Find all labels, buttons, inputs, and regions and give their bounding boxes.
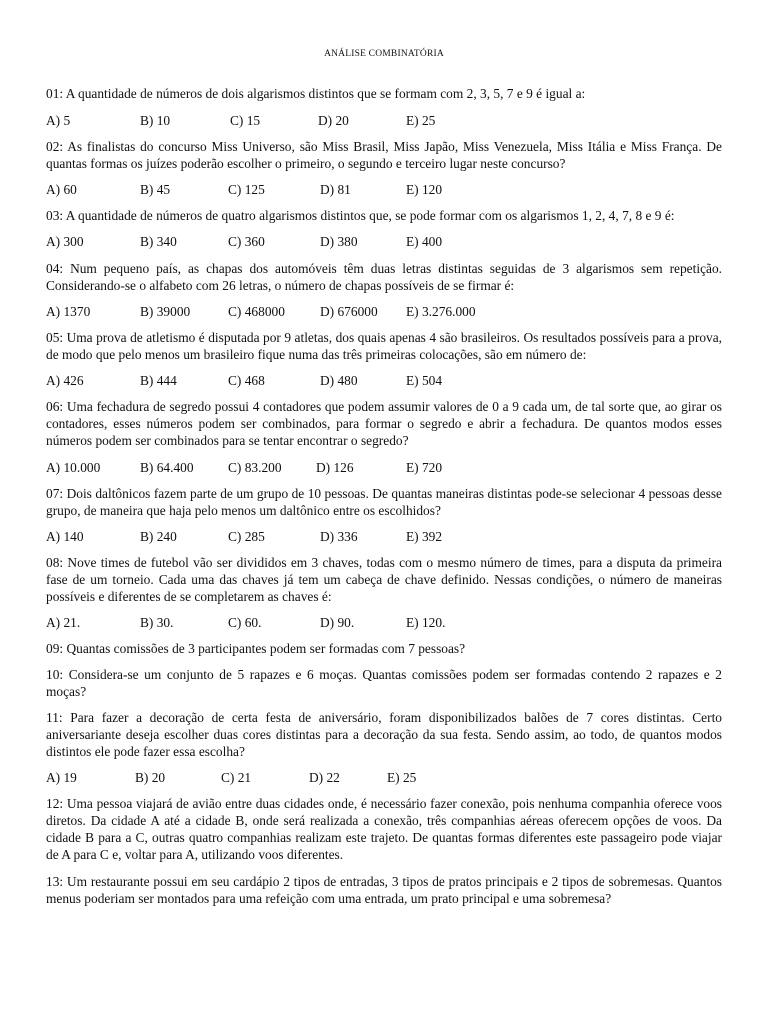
option-b: B) 340 xyxy=(140,234,177,249)
question-text: 11: Para fazer a decoração de certa festa de aniversário, foram disponibilizados balões de 7 cores distintas. Certo aniversariante deseja escolher duas cores distintas para a decoração da sua festa. Sendo assim, ao todo, de quantos modos distintos ele pode fazer essa escolha? xyxy=(46,710,722,759)
option-a: A) 300 xyxy=(46,234,84,249)
question-text: 06: Uma fechadura de segredo possui 4 contadores que podem assumir valores de 0 a 9 cada um, de tal sorte que, ao girar os contadores, esses números podem ser combinados, para formar o segredo e abrir a fechadura. De quantos modos esses números podem ser combinados para se tentar encontrar o segredo? xyxy=(46,399,722,448)
question-text: 03: A quantidade de números de quatro algarismos distintos que, se pode formar com os algarismos 1, 2, 4, 7, 8 e 9 é: xyxy=(46,208,675,223)
option-e: E) 720 xyxy=(406,460,443,475)
option-c: C) 21 xyxy=(221,770,252,785)
option-d: D) 336 xyxy=(320,529,358,544)
option-e: E) 400 xyxy=(406,234,443,249)
option-b: B) 30. xyxy=(140,615,174,630)
question-text: 02: As finalistas do concurso Miss Universo, são Miss Brasil, Miss Japão, Miss Venezuela, Miss Itália e Miss França. De quantas formas os juízes poderão escolher o primeiro, o segundo e terceiro lugar neste concurso? xyxy=(46,139,722,171)
option-b: B) 10 xyxy=(140,113,171,128)
question-text: 09: Quantas comissões de 3 participantes podem ser formadas com 7 pessoas? xyxy=(46,641,466,656)
option-a: A) 60 xyxy=(46,182,77,197)
question-text: 07: Dois daltônicos fazem parte de um grupo de 10 pessoas. De quantas maneiras distintas pode-se selecionar 4 pessoas desse grupo, de maneira que haja pelo menos um daltônico entre os escolhidos? xyxy=(46,486,722,518)
answer-options xyxy=(46,181,722,198)
option-a: A) 1370 xyxy=(46,304,91,319)
question-text: 12: Uma pessoa viajará de avião entre duas cidades onde, é necessário fazer conexão, pois nenhuma companhia oferece voos diretos. Da cidade A até a cidade B, onde será realizada a conexão, três companhias aéreas oferecem opções de voos. Da cidade B para a C, outras quatro companhias realizam este trajeto. De quantas formas diferentes este passageiro pode viajar de A para C e, voltar para A, utilizando voos diferentes. xyxy=(46,796,722,862)
question-04 xyxy=(46,260,722,294)
question-09 xyxy=(46,640,722,657)
answer-options xyxy=(46,769,722,786)
option-b: B) 20 xyxy=(135,770,166,785)
option-b: B) 45 xyxy=(140,182,171,197)
question-text: 13: Um restaurante possui em seu cardápio 2 tipos de entradas, 3 tipos de pratos principais e 2 tipos de sobremesas. Quantos menus poderiam ser montados para uma refeição com uma entrada, um prato principal e uma sobremesa? xyxy=(46,874,722,906)
question-08 xyxy=(46,554,722,605)
option-d: D) 676000 xyxy=(320,304,378,319)
option-a: A) 426 xyxy=(46,373,84,388)
answer-options xyxy=(46,614,722,631)
question-02 xyxy=(46,138,722,172)
option-b: B) 240 xyxy=(140,529,177,544)
question-05 xyxy=(46,329,722,363)
question-text: 04: Num pequeno país, as chapas dos automóveis têm duas letras distintas seguidas de 3 algarismos sem repetição. Considerando-se o alfabeto com 26 letras, o número de chapas possíveis de se firmar é: xyxy=(46,261,722,293)
question-13 xyxy=(46,873,722,907)
option-a: A) 10.000 xyxy=(46,460,101,475)
option-e: E) 3.276.000 xyxy=(406,304,476,319)
option-e: E) 504 xyxy=(406,373,443,388)
answer-options xyxy=(46,459,722,476)
option-c: C) 125 xyxy=(228,182,265,197)
option-b: B) 444 xyxy=(140,373,177,388)
option-d: D) 380 xyxy=(320,234,358,249)
option-c: C) 60. xyxy=(228,615,262,630)
question-03 xyxy=(46,207,722,224)
question-06 xyxy=(46,398,722,449)
question-12 xyxy=(46,795,722,863)
option-a: A) 5 xyxy=(46,113,71,128)
question-text: 10: Considera-se um conjunto de 5 rapazes e 6 moças. Quantas comissões podem ser formadas contendo 2 rapazes e 2 moças? xyxy=(46,667,722,699)
option-c: C) 360 xyxy=(228,234,265,249)
option-c: C) 468000 xyxy=(228,304,285,319)
option-a: A) 140 xyxy=(46,529,84,544)
option-a: A) 21. xyxy=(46,615,81,630)
option-d: D) 480 xyxy=(320,373,358,388)
option-a: A) 19 xyxy=(46,770,77,785)
question-text: 08: Nove times de futebol vão ser divididos em 3 chaves, todas com o mesmo número de times, para a disputa da primeira fase de um torneio. Cada uma das chaves já tem um cabeça de chave definido. Nessas condições, o número de maneiras possíveis e diferentes de se completarem as chaves é: xyxy=(46,555,722,604)
option-d: D) 126 xyxy=(316,460,354,475)
option-e: E) 25 xyxy=(387,770,417,785)
option-e: E) 25 xyxy=(406,113,436,128)
question-10 xyxy=(46,666,722,700)
option-d: D) 90. xyxy=(320,615,355,630)
option-e: E) 120. xyxy=(406,615,446,630)
question-07 xyxy=(46,485,722,519)
page-title: ANÁLISE COMBINATÓRIA xyxy=(324,49,444,59)
option-d: D) 20 xyxy=(318,113,349,128)
option-c: C) 468 xyxy=(228,373,265,388)
option-e: E) 120 xyxy=(406,182,443,197)
option-c: C) 83.200 xyxy=(228,460,282,475)
option-c: C) 285 xyxy=(228,529,265,544)
option-b: B) 64.400 xyxy=(140,460,194,475)
answer-options xyxy=(46,233,722,250)
answer-options xyxy=(46,303,722,320)
answer-options xyxy=(46,528,722,545)
option-e: E) 392 xyxy=(406,529,443,544)
answer-options xyxy=(46,112,722,129)
question-11 xyxy=(46,709,722,760)
option-c: C) 15 xyxy=(230,113,261,128)
question-text: 05: Uma prova de atletismo é disputada por 9 atletas, dos quais apenas 4 são brasileiros. Os resultados possíveis para a prova, de modo que pelo menos um brasileiro fique numa das três primeiras colocações, são em número de: xyxy=(46,330,722,362)
option-d: D) 22 xyxy=(309,770,340,785)
answer-options xyxy=(46,372,722,389)
option-d: D) 81 xyxy=(320,182,351,197)
question-text: 01: A quantidade de números de dois algarismos distintos que se formam com 2, 3, 5, 7 e 9 é igual a: xyxy=(46,86,586,101)
option-b: B) 39000 xyxy=(140,304,191,319)
question-01 xyxy=(46,85,722,102)
